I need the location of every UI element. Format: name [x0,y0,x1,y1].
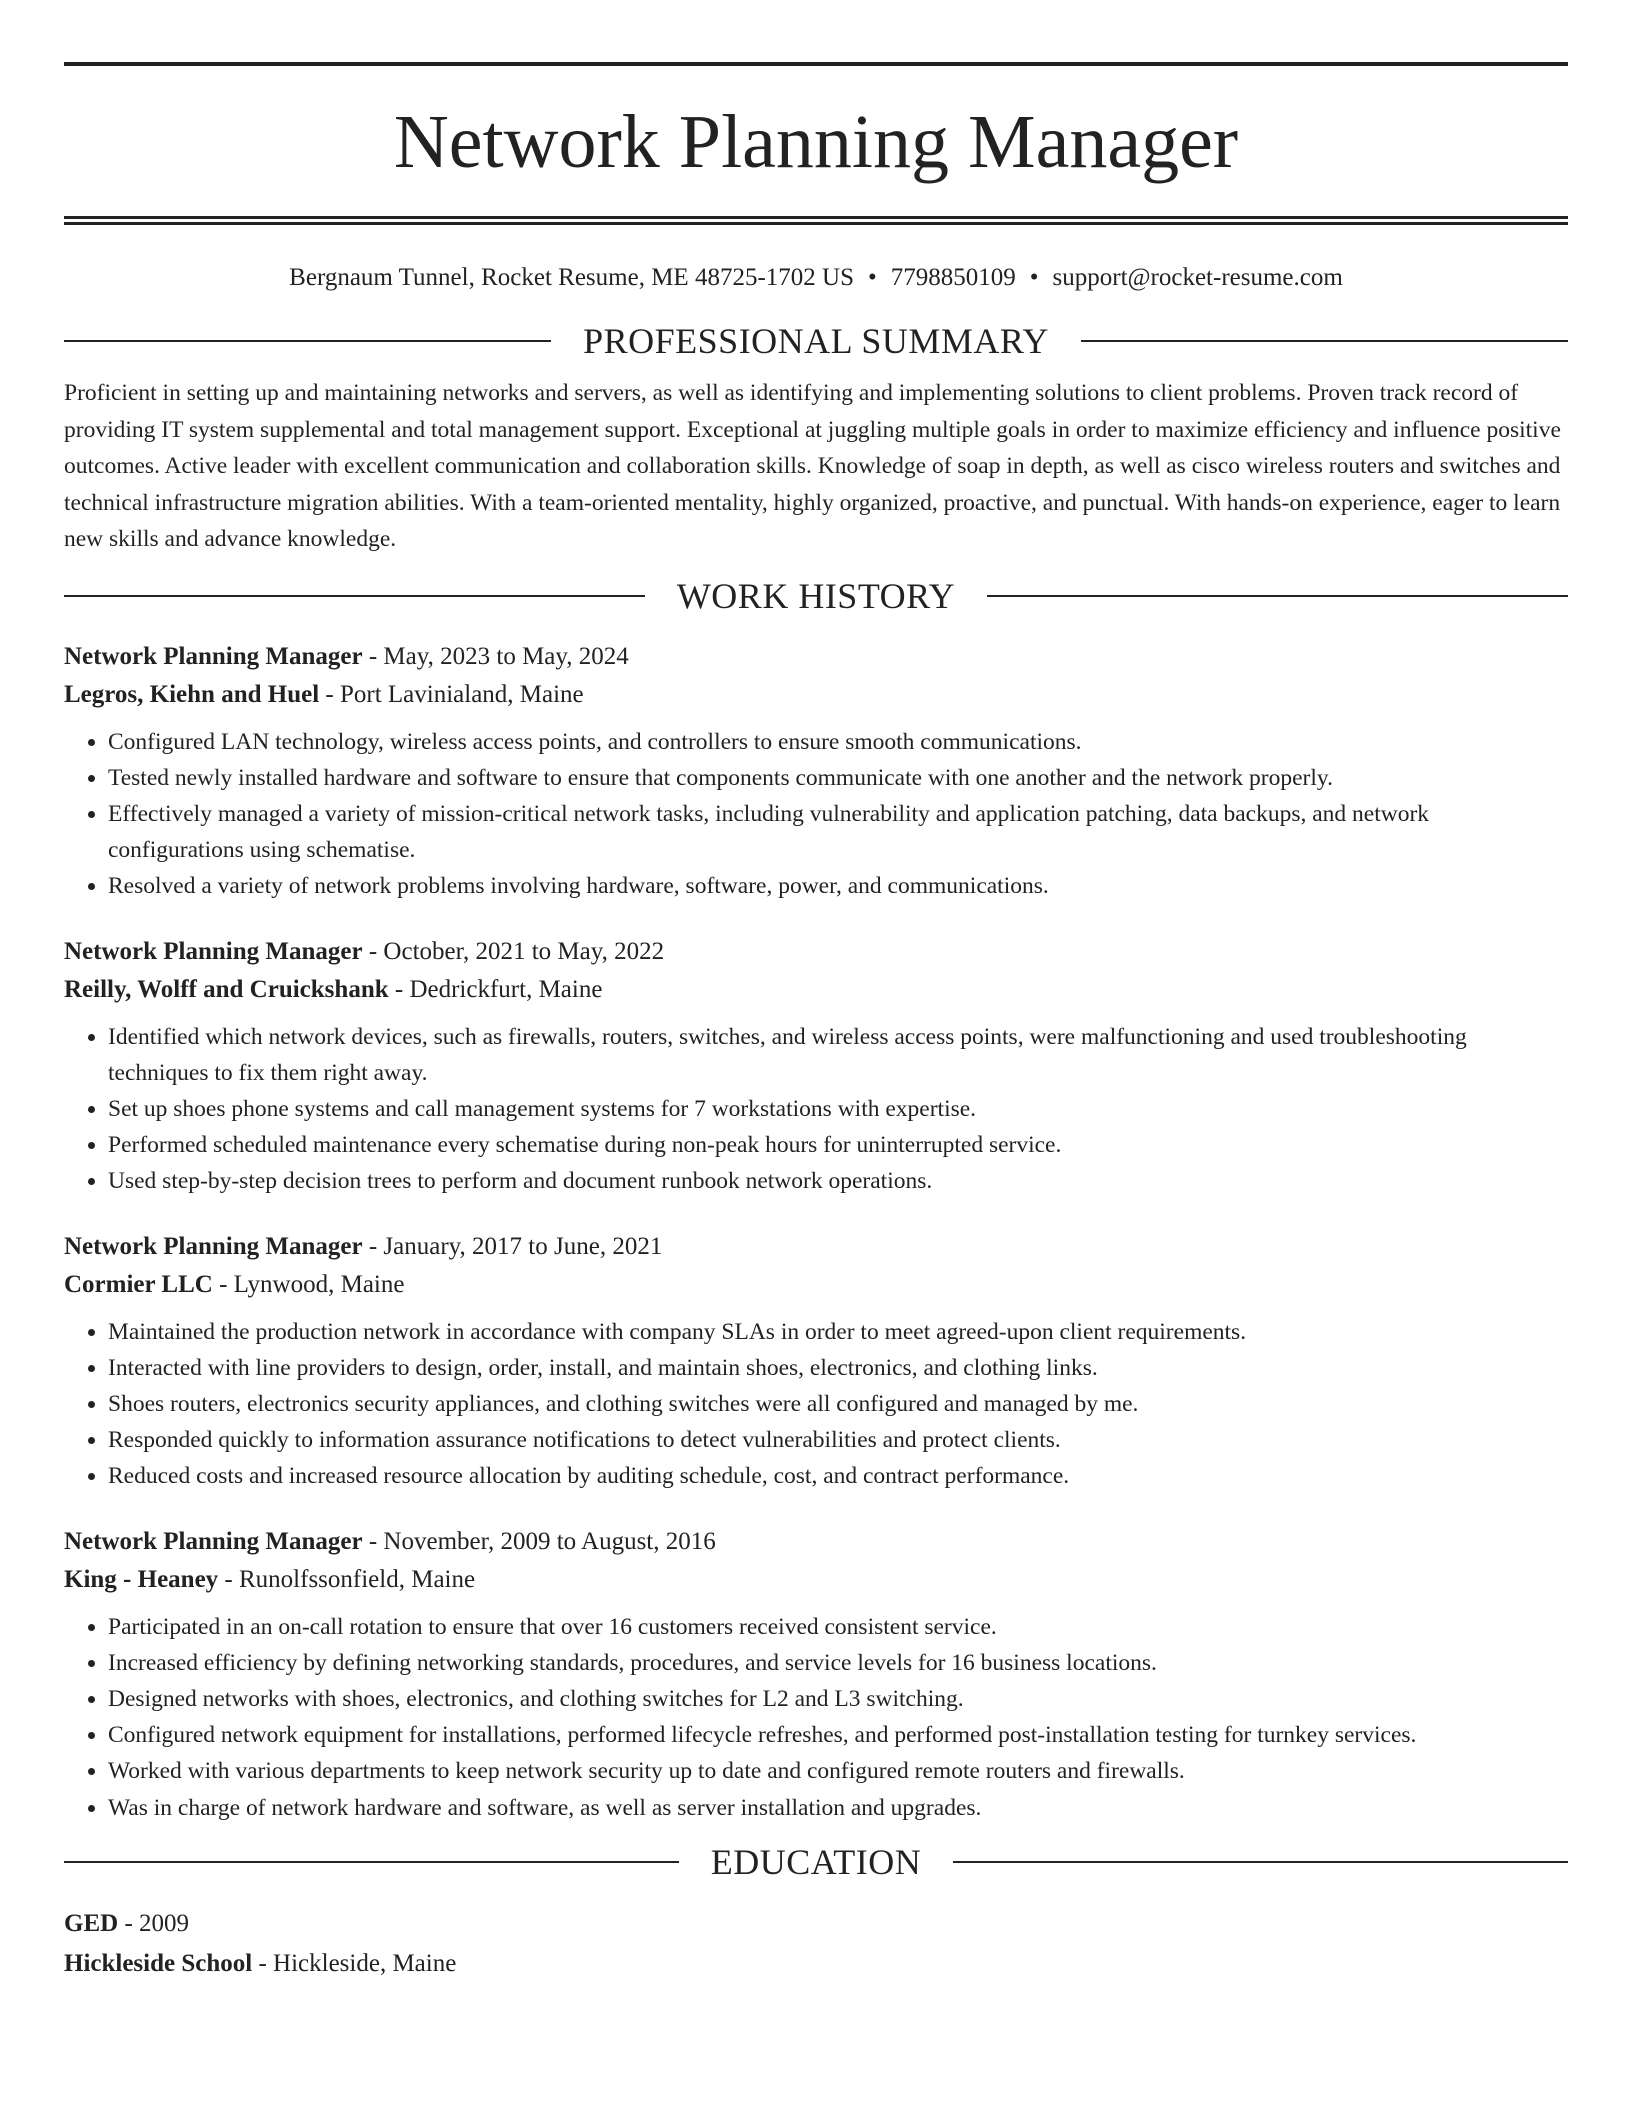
list-item: • Participated in an on-call rotation to ensure that over 16 customers received consistent service. [108,1609,1568,1645]
education-degree-line [64,1904,1568,1944]
job-entry [64,1228,1568,1495]
list-item: • Configured LAN technology, wireless access points, and controllers to ensure smooth communications. [108,724,1568,760]
job-company-line [64,676,1568,714]
section-rule-left [64,340,551,342]
education-location: - Hickleside, Maine [252,1949,457,1977]
job-title-line [64,1228,1568,1266]
section-title: EDUCATION [710,1841,922,1882]
list-item: • Increased efficiency by defining networking standards, procedures, and service levels for 16 business locations. [108,1645,1568,1681]
section-title: WORK HISTORY [676,575,956,616]
education-school-line [64,1944,1568,1984]
job-company-line [64,971,1568,1009]
job-dates: - October, 2021 to May, 2022 [362,937,665,965]
job-location: - Dedrickfurt, Maine [388,975,603,1003]
contact-line [64,261,1568,295]
job-entry [64,933,1568,1200]
section-rule-right [987,595,1568,597]
list-item: • Performed scheduled maintenance every schematise during non-peak hours for uninterrupted service. [108,1127,1568,1163]
job-company-line [64,1266,1568,1304]
job-bullets [64,1019,1568,1200]
resume-page [64,0,1568,1984]
list-item: • Was in charge of network hardware and software, as well as server installation and upgrades. [108,1790,1568,1826]
list-item: • Set up shoes phone systems and call management systems for 7 workstations with expertise. [108,1091,1568,1127]
section-rule-right [953,1861,1568,1863]
job-location: - Port Lavinialand, Maine [319,680,584,708]
education-degree: GED [64,1909,119,1937]
job-title: Network Planning Manager [64,642,363,670]
job-company-line [64,1561,1568,1599]
job-title-line [64,638,1568,676]
job-entry [64,638,1568,905]
job-title-line [64,1523,1568,1561]
job-company: Reilly, Wolff and Cruickshank [64,975,389,1003]
job-entry [64,1523,1568,1826]
page-title: Network Planning Manager [393,100,1239,184]
job-location: - Runolfssonfield, Maine [218,1565,476,1593]
job-bullets [64,724,1568,905]
contact-separator: • [1029,264,1039,291]
section-rule-left [64,1861,679,1863]
section-rule-left [64,595,645,597]
section-heading-education [64,1838,1568,1886]
section-rule-right [1081,340,1568,342]
job-title: Network Planning Manager [64,1232,363,1260]
contact-address: Bergnaum Tunnel, Rocket Resume, ME 48725-1702 US [289,264,854,291]
list-item: • Used step-by-step decision trees to perform and document runbook network operations. [108,1163,1568,1199]
job-company: King - Heaney [64,1565,219,1593]
job-dates: - January, 2017 to June, 2021 [362,1232,663,1260]
section-title: PROFESSIONAL SUMMARY [583,321,1049,361]
list-item: • Interacted with line providers to design, order, install, and maintain shoes, electronics, and clothing links. [108,1350,1568,1386]
job-title-line [64,933,1568,971]
education-school: Hickleside School [64,1949,253,1977]
list-item: • Designed networks with shoes, electronics, and clothing switches for L2 and L3 switching. [108,1681,1568,1717]
list-item: • Shoes routers, electronics security appliances, and clothing switches were all configured and managed by me. [108,1386,1568,1422]
section-heading-work-history [64,572,1568,620]
summary-text: Proficient in setting up and maintaining networks and servers, as well as identifying and implementing solutions to client problems. Proven track record of providing IT system supplemental and total management support. Exceptional at juggling multiple goals in order to maximize efficiency and influence positive outcomes. Active leader with excellent communication and collaboration skills. Knowledge of soap in depth, as well as cisco wireless routers and switches and technical infrastructure migration abilities. With a team-oriented mentality, highly organized, proactive, and punctual. With hands-on experience, eager to learn new skills and advance knowledge. [64,380,1561,552]
list-item: • Effectively managed a variety of mission-critical network tasks, including vulnerability and application patching, data backups, and network configurations using schematise. [108,796,1568,868]
contact-phone: 7798850109 [890,264,1016,291]
job-location: - Lynwood, Maine [212,1270,405,1298]
job-dates: - May, 2023 to May, 2024 [362,642,629,670]
list-item: • Responded quickly to information assurance notifications to detect vulnerabilities and protect clients. [108,1422,1568,1458]
job-title: Network Planning Manager [64,937,363,965]
list-item: • Resolved a variety of network problems involving hardware, software, power, and communications. [108,868,1568,904]
list-item: • Reduced costs and increased resource allocation by auditing schedule, cost, and contract performance. [108,1458,1568,1494]
job-dates: - November, 2009 to August, 2016 [362,1527,716,1555]
education-entry [64,1904,1568,1984]
contact-separator: • [867,264,877,291]
section-heading-summary [64,317,1568,365]
list-item: • Configured network equipment for installations, performed lifecycle refreshes, and performed post-installation testing for turnkey services. [108,1717,1568,1753]
job-company: Legros, Kiehn and Huel [64,680,320,708]
top-rule [64,62,1568,66]
list-item: • Tested newly installed hardware and software to ensure that components communicate with one another and the network properly. [108,760,1568,796]
job-title: Network Planning Manager [64,1527,363,1555]
title-double-rule [64,216,1568,225]
contact-email: support@rocket-resume.com [1052,264,1343,291]
list-item: • Maintained the production network in accordance with company SLAs in order to meet agreed-upon client requirements. [108,1314,1568,1350]
job-bullets [64,1609,1568,1826]
list-item: • Worked with various departments to keep network security up to date and configured remote routers and firewalls. [108,1753,1568,1789]
job-company: Cormier LLC [64,1270,213,1298]
job-bullets [64,1314,1568,1495]
list-item: • Identified which network devices, such as firewalls, routers, switches, and wireless access points, were malfunctioning and used troubleshooting techniques to fix them right away. [108,1019,1568,1091]
education-year: - 2009 [118,1909,190,1937]
